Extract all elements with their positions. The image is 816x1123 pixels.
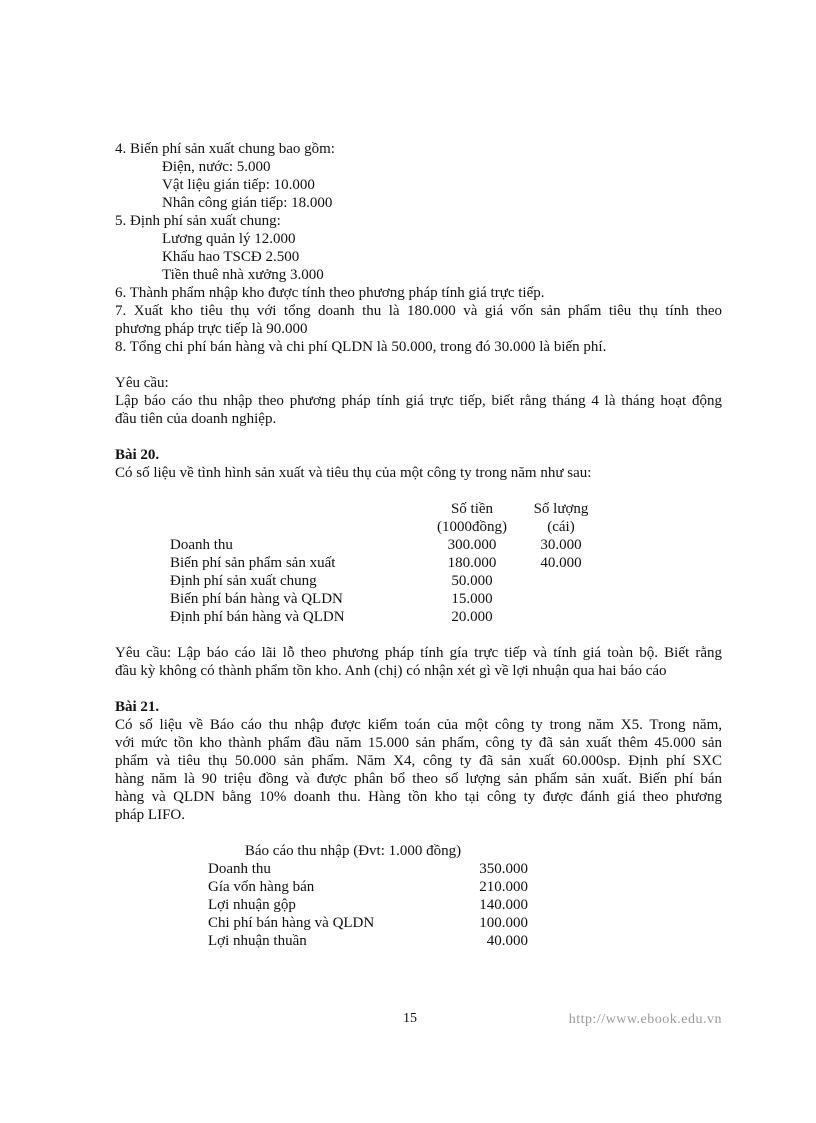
row-value: 140.000 <box>479 897 528 913</box>
bai21-paragraph-line: hàng và QLDN bằng 10% doanh thu. Hàng tồn kho tại công ty được đánh giá theo phương <box>115 789 722 805</box>
item7-line1: 7. Xuất kho tiêu thụ với tổng doanh thu là 180.000 và giá vốn sản phẩm tiêu thụ tính theo <box>115 303 722 319</box>
row-qty: 30.000 <box>540 537 582 553</box>
item5-line: Khấu hao TSCĐ 2.500 <box>162 249 300 265</box>
table-header-row <box>170 500 601 518</box>
row-value: 210.000 <box>479 879 528 895</box>
item4-line: Nhân công gián tiếp: 18.000 <box>162 195 333 211</box>
table-row <box>170 608 601 626</box>
page-number: 15 <box>403 1011 417 1026</box>
bai21-paragraph-last: pháp LIFO. <box>115 807 185 823</box>
row-label: Doanh thu <box>170 537 233 553</box>
bai20-requirement-line1: Yêu cầu: Lập báo cáo lãi lỗ theo phương pháp tính gía trực tiếp và tính giá toàn bộ. Biết rằng <box>115 645 722 661</box>
table-row <box>208 914 528 932</box>
bai20-table <box>170 500 601 626</box>
col-qty-header: Số lượng <box>533 501 589 517</box>
table-row <box>208 932 528 950</box>
row-label: Biến phí sản phẩm sản xuất <box>170 555 336 571</box>
row-label: Lợi nhuận gộp <box>208 897 296 913</box>
col-amount-unit: (1000đồng) <box>437 519 507 535</box>
row-label: Gía vốn hàng bán <box>208 879 315 895</box>
row-amount: 300.000 <box>447 537 497 553</box>
item4-line: Vật liệu gián tiếp: 10.000 <box>162 177 315 193</box>
bai21-paragraph-line: với mức tồn kho thành phẩm đầu năm 15.000 sản phẩm, công ty đã sản xuất thêm 45.000 sản <box>115 735 722 751</box>
item7-line2: phương pháp trực tiếp là 90.000 <box>115 321 308 337</box>
row-qty <box>521 590 601 608</box>
item8: 8. Tổng chi phí bán hàng và chi phí QLDN là 50.000, trong đó 30.000 là biến phí. <box>115 339 607 355</box>
bai21-paragraph-line: hàng năm là 90 triệu đồng và được phân bổ theo số lượng sản phẩm sản xuất. Biến phí bán <box>115 771 722 787</box>
row-label: Định phí bán hàng và QLDN <box>170 609 345 625</box>
requirement-line2: đầu tiên của doanh nghiệp. <box>115 411 277 427</box>
table-row <box>208 896 528 914</box>
table-row <box>170 590 601 608</box>
row-value: 100.000 <box>479 915 528 931</box>
row-label: Doanh thu <box>208 861 271 877</box>
bai21-paragraph-line: Có số liệu về Báo cáo thu nhập được kiểm toán của một công ty trong năm X5. Trong năm, <box>115 717 722 733</box>
footer-url: http://www.ebook.edu.vn <box>568 1012 722 1027</box>
table-row <box>208 860 528 878</box>
row-amount: 20.000 <box>451 609 493 625</box>
row-amount: 15.000 <box>451 591 493 607</box>
table-header-row <box>170 518 601 536</box>
row-label: Định phí sản xuất chung <box>170 573 317 589</box>
table-row <box>170 536 601 554</box>
table-row <box>208 878 528 896</box>
bai20-title: Bài 20. <box>115 447 160 463</box>
row-qty <box>521 572 601 590</box>
item4-title: 4. Biến phí sản xuất chung bao gồm: <box>115 141 335 157</box>
item5-title: 5. Định phí sản xuất chung: <box>115 213 281 229</box>
row-label: Lợi nhuận thuần <box>208 933 307 949</box>
row-value: 350.000 <box>479 861 528 877</box>
row-value: 40.000 <box>486 933 528 949</box>
row-label: Chi phí bán hàng và QLDN <box>208 915 375 931</box>
item6: 6. Thành phẩm nhập kho được tính theo phương pháp tính giá trực tiếp. <box>115 285 545 301</box>
row-qty: 40.000 <box>540 555 582 571</box>
row-qty <box>521 608 601 626</box>
bai21-paragraph-line: phẩm và tiêu thụ 50.000 sản phẩm. Năm X4, công ty đã sản xuất 60.000sp. Định phí SXC <box>115 753 722 769</box>
report-title: Báo cáo thu nhập (Đvt: 1.000 đồng) <box>244 843 462 859</box>
table-row <box>170 554 601 572</box>
document-body <box>115 140 722 950</box>
row-amount: 180.000 <box>447 555 497 571</box>
requirement-label: Yêu cầu: <box>115 375 169 391</box>
col-qty-unit: (cái) <box>547 519 575 535</box>
bai20-description: Có số liệu về tình hình sản xuất và tiêu thụ của một công ty trong năm như sau: <box>115 465 592 481</box>
item5-line: Tiền thuê nhà xưởng 3.000 <box>162 267 324 283</box>
table-row <box>170 572 601 590</box>
item4-line: Điện, nước: 5.000 <box>162 159 271 175</box>
requirement-line1: Lập báo cáo thu nhập theo phương pháp tính giá trực tiếp, biết rằng tháng 4 là tháng hoạt động <box>115 393 722 409</box>
income-report-table <box>208 842 528 950</box>
bai20-requirement-line2: đầu kỳ không có thành phẩm tồn kho. Anh (chị) có nhận xét gì về lợi nhuận qua hai báo cáo <box>115 663 667 679</box>
row-amount: 50.000 <box>451 573 493 589</box>
col-amount-header: Số tiền <box>450 501 494 517</box>
row-label: Biến phí bán hàng và QLDN <box>170 591 343 607</box>
bai21-title: Bài 21. <box>115 699 160 715</box>
item5-line: Lương quản lý 12.000 <box>162 231 296 247</box>
